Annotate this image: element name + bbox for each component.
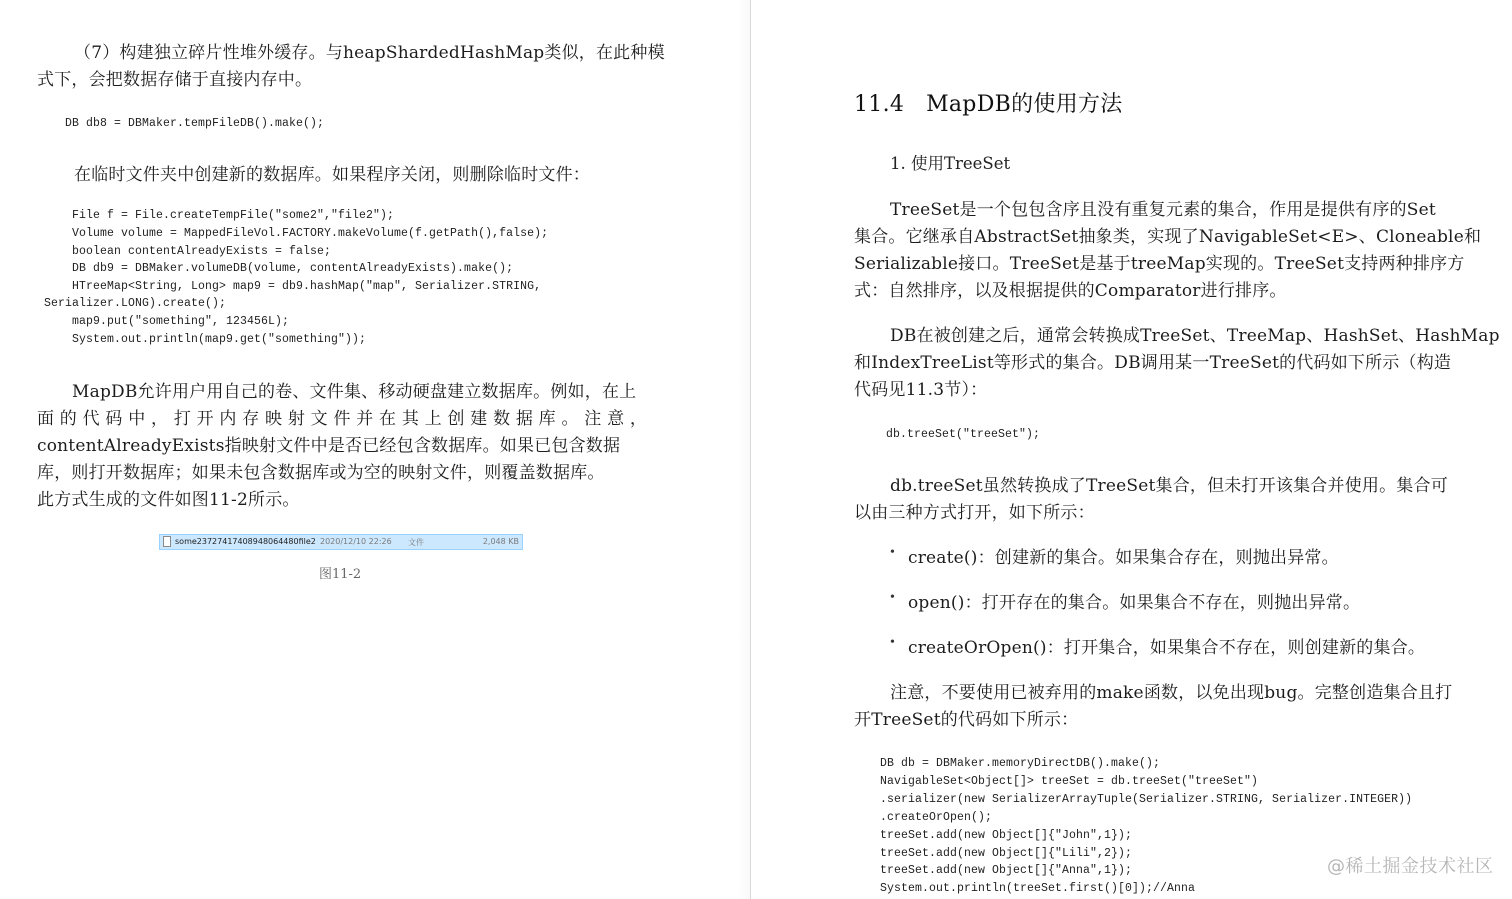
code-line: System.out.println(treeSet.first()[0]);//Anna <box>880 882 1196 895</box>
code-line: treeSet.add(new Object[]{"Lili",2}); <box>880 847 1133 860</box>
bullet-icon: • <box>890 545 895 560</box>
bullet-text: create()：创建新的集合。如果集合存在，则抛出异常。 <box>908 548 1339 568</box>
page-divider <box>750 0 751 899</box>
figure-file-row <box>159 534 523 550</box>
code-line: boolean contentAlreadyExists = false; <box>72 245 332 258</box>
paragraph-line: 此方式生成的文件如图11-2所示。 <box>37 490 300 510</box>
paragraph-line: db.treeSet虽然转换成了TreeSet集合，但未打开该集合并使用。集合可 <box>890 476 1448 496</box>
bullet-icon: • <box>890 590 895 605</box>
code-line: Serializer.LONG).create(); <box>44 297 227 310</box>
paragraph-line: Serializable接口。TreeSet是基于treeMap实现的。TreeSet支持两种排序方 <box>854 254 1465 274</box>
paragraph-line: TreeSet是一个包包含序且没有重复元素的集合，作用是提供有序的Set <box>890 200 1436 220</box>
paragraph-line: 和IndexTreeList等形式的集合。DB调用某一TreeSet的代码如下所示（构造 <box>854 353 1452 373</box>
watermark: @稀土掘金技术社区 <box>1327 856 1494 877</box>
bullet-text: open()：打开存在的集合。如果集合不存在，则抛出异常。 <box>908 593 1361 613</box>
paragraph-line: 代码见11.3节）： <box>854 380 988 400</box>
paragraph-line: 以由三种方式打开，如下所示： <box>854 503 1095 523</box>
code-treeset-line: db.treeSet("treeSet"); <box>886 428 1041 441</box>
figure-file-date: 2020/12/10 22:26 <box>320 537 392 546</box>
code-line: DB db9 = DBMaker.volumeDB(volume, contentAlreadyExists).make(); <box>72 262 514 275</box>
paragraph-7-line: （7）构建独立碎片性堆外缓存。与heapShardedHashMap类似，在此种模 <box>74 43 665 63</box>
paragraph-line: 注意，不要使用已被弃用的make函数，以免出现bug。完整创造集合且打 <box>890 683 1453 703</box>
paragraph-7-line: 式下，会把数据存储于直接内存中。 <box>37 70 313 90</box>
paragraph-line: 集合。它继承自AbstractSet抽象类，实现了NavigableSet<E>、Cloneable和 <box>854 227 1482 247</box>
paragraph-line: 开TreeSet的代码如下所示： <box>854 710 1079 730</box>
section-heading: 11.4 MapDB的使用方法 <box>854 92 1123 117</box>
right-page <box>752 0 1512 899</box>
figure-file-size: 2,048 KB <box>482 537 519 546</box>
code-db8-line: DB db8 = DBMaker.tempFileDB().make(); <box>65 117 325 130</box>
code-line: Volume volume = MappedFileVol.FACTORY.makeVolume(f.getPath(),false); <box>72 227 549 240</box>
figure-caption: 图11-2 <box>319 567 362 582</box>
code-line: NavigableSet<Object[]> treeSet = db.treeSet("treeSet") <box>880 775 1259 788</box>
figure-file-name: some23727417408948064480file2 <box>175 537 316 546</box>
code-line: System.out.println(map9.get("something")); <box>72 333 367 346</box>
code-line: DB db = DBMaker.memoryDirectDB().make(); <box>880 757 1161 770</box>
figure-file-type: 文件 <box>408 538 424 547</box>
paragraph-line: 面 的 代 码 中 ， 打 开 内 存 映 射 文 件 并 在 其 上 创 建 数 据 库 。 注 意 ， <box>37 409 648 429</box>
bullet-text: createOrOpen()：打开集合，如果集合不存在，则创建新的集合。 <box>908 638 1426 658</box>
code-line: treeSet.add(new Object[]{"John",1}); <box>880 829 1133 842</box>
paragraph-tempfile: 在临时文件夹中创建新的数据库。如果程序关闭，则删除临时文件： <box>74 165 590 185</box>
file-icon <box>163 536 171 547</box>
paragraph-line: MapDB允许用户用自己的卷、文件集、移动硬盘建立数据库。例如，在上 <box>72 382 637 402</box>
code-line: File f = File.createTempFile("some2","file2"); <box>72 209 395 222</box>
code-line: treeSet.add(new Object[]{"Anna",1}); <box>880 864 1133 877</box>
paragraph-line: DB在被创建之后，通常会转换成TreeSet、TreeMap、HashSet、HashMap <box>890 326 1500 346</box>
code-line: .createOrOpen(); <box>880 811 993 824</box>
paragraph-line: 库，则打开数据库；如果未包含数据库或为空的映射文件，则覆盖数据库。 <box>37 463 605 483</box>
page-gutter-shadow <box>738 0 750 899</box>
paragraph-line: contentAlreadyExists指映射文件中是否已经包含数据库。如果已包含数据 <box>37 436 621 456</box>
code-line: map9.put("something", 123456L); <box>72 315 290 328</box>
code-line: .serializer(new SerializerArrayTuple(Serializer.STRING, Serializer.INTEGER)) <box>880 793 1413 806</box>
bullet-icon: • <box>890 635 895 650</box>
left-page <box>0 0 750 899</box>
code-line: HTreeMap<String, Long> map9 = db9.hashMap("map", Serializer.STRING, <box>72 280 542 293</box>
paragraph-line: 式：自然排序，以及根据提供的Comparator进行排序。 <box>854 281 1287 301</box>
subheading: 1. 使用TreeSet <box>890 154 1011 173</box>
